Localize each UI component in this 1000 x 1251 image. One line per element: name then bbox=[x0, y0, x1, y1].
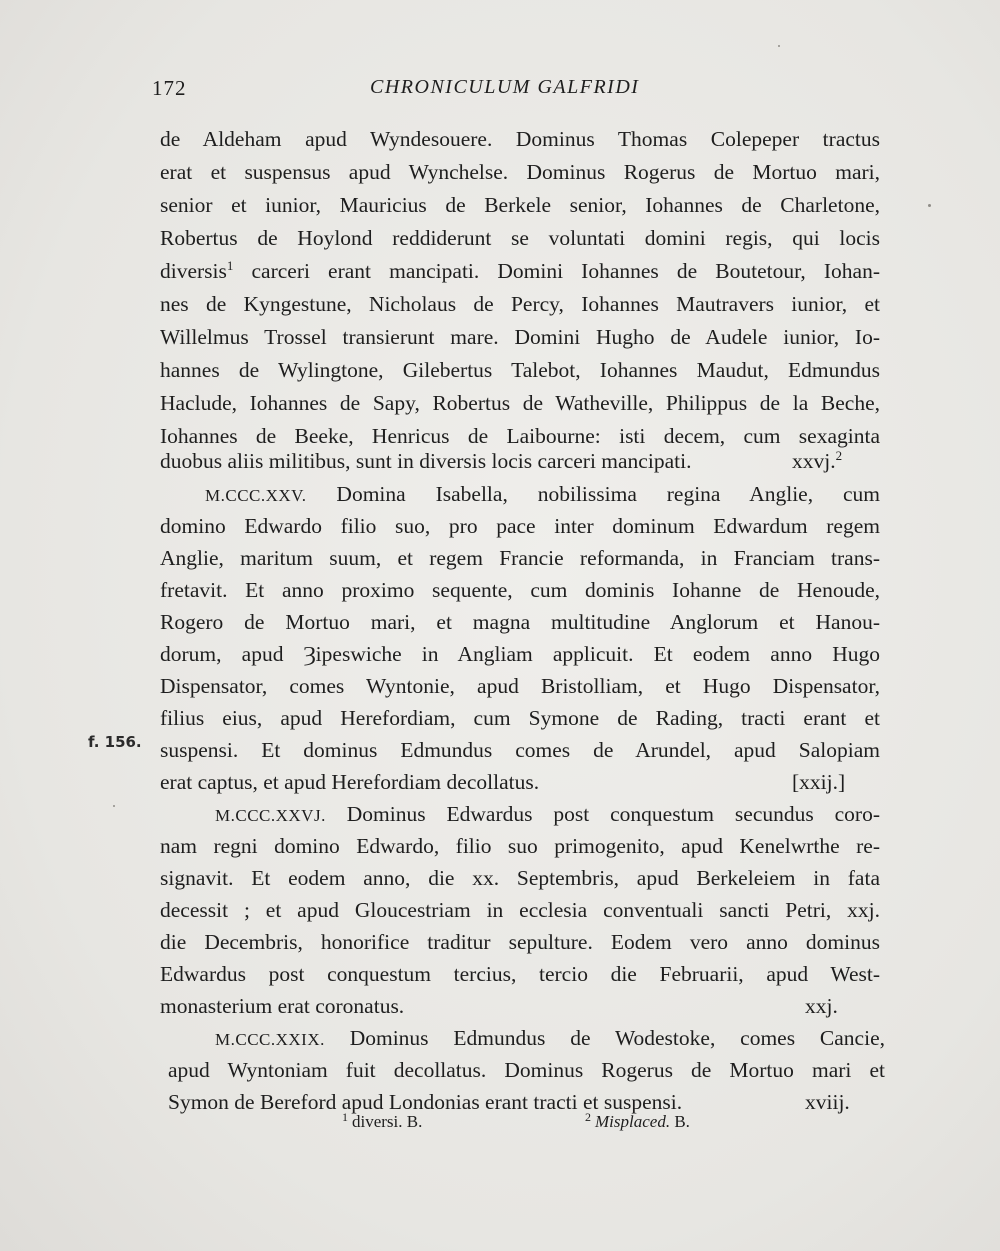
text-line: Dispensator, comes Wyntonie, apud Bristolliam, et Hugo Dispensator, bbox=[160, 674, 880, 698]
text-line bbox=[160, 991, 880, 1021]
text-line bbox=[160, 256, 880, 286]
text-line: Iohannes de Beeke, Henricus de Laibourne: isti decem, cum sexaginta bbox=[160, 424, 880, 448]
paper-speck bbox=[778, 45, 780, 47]
running-header bbox=[0, 72, 1000, 102]
footnote-mark: 1 bbox=[342, 1110, 348, 1124]
line-text: Domina Isabella, nobilissima regina Anglie, cum bbox=[306, 482, 880, 506]
text-line: Rogero de Mortuo mari, et magna multitudine Anglorum et Hanou- bbox=[160, 610, 880, 634]
folio-margin-note: f. 156. bbox=[88, 733, 142, 751]
text-line: filius eius, apud Herefordiam, cum Symone de Rading, tracti erant et bbox=[160, 706, 880, 730]
footnote-2 bbox=[585, 1110, 690, 1132]
text-line: Haclude, Iohannes de Sapy, Robertus de Watheville, Philippus de la Beche, bbox=[160, 391, 880, 415]
footnote-text: Misplaced. bbox=[595, 1112, 671, 1131]
regnal-year: xxvj.$^2$ bbox=[792, 448, 843, 473]
footnote-text: B. bbox=[670, 1112, 690, 1131]
text-line bbox=[160, 767, 880, 797]
text-line: suspensi. Et dominus Edmundus comes de Arundel, apud Salopiam bbox=[160, 738, 880, 762]
text-line bbox=[205, 479, 880, 509]
footnote-1 bbox=[342, 1110, 422, 1132]
text-line: hannes de Wylingtone, Gilebertus Talebot, Iohannes Maudut, Edmundus bbox=[160, 358, 880, 382]
page-number: 172 bbox=[152, 76, 187, 100]
regnal-year: [xxij.] bbox=[792, 770, 846, 794]
line-text: Symon de Bereford apud Londonias erant tracti et suspensi. bbox=[168, 1090, 683, 1114]
paper-speck bbox=[928, 204, 931, 207]
text-line: erat et suspensus apud Wynchelse. Dominus Rogerus de Mortuo mari, bbox=[160, 160, 880, 184]
line-text: Dominus Edmundus de Wodestoke, comes Cancie, bbox=[324, 1026, 885, 1050]
text-line: signavit. Et eodem anno, die xx. Septembris, apud Berkeleiem in fata bbox=[160, 866, 880, 890]
line-text: carceri erant mancipati. Domini Iohannes de Boutetour, Iohan- bbox=[233, 259, 880, 283]
text-line: nam regni domino Edwardo, filio suo primogenito, apud Kenelwrthe re- bbox=[160, 834, 880, 858]
text-line: Anglie, maritum suum, et regem Francie reformanda, in Franciam trans- bbox=[160, 546, 880, 570]
text-line bbox=[215, 799, 880, 829]
text-line: Willelmus Trossel transierunt mare. Domini Hugho de Audele iunior, Io- bbox=[160, 325, 880, 349]
text-line bbox=[160, 446, 880, 476]
footnote-ref: 2 bbox=[835, 448, 843, 463]
text-line: domino Edwardo filio suo, pro pace inter dominum Edwardum regem bbox=[160, 514, 880, 538]
text-line bbox=[215, 1023, 885, 1053]
running-title: CHRONICULUM GALFRIDI bbox=[370, 76, 640, 98]
regnal-year: xviij. bbox=[805, 1090, 850, 1114]
text-line: decessit ; et apud Gloucestriam in ecclesia conventuali sancti Petri, xxj. bbox=[160, 898, 880, 922]
text-line: de Aldeham apud Wyndesouere. Dominus Thomas Colepeper tractus bbox=[160, 127, 880, 151]
text-line: dorum, apud Ȝipeswiche in Angliam applicuit. Et eodem anno Hugo bbox=[160, 642, 880, 666]
line-text: monasterium erat coronatus. bbox=[160, 994, 405, 1018]
footnote-mark: 2 bbox=[585, 1110, 591, 1124]
line-text: erat captus, et apud Herefordiam decollatus. bbox=[160, 770, 540, 794]
year-heading: M.CCC.XXIX. bbox=[215, 1030, 325, 1049]
text-line: Robertus de Hoylond reddiderunt se voluntati domini regis, qui locis bbox=[160, 226, 880, 250]
text-line: Edwardus post conquestum tercius, tercio die Februarii, apud West- bbox=[160, 962, 880, 986]
year-heading: M.CCC.XXVJ. bbox=[215, 806, 326, 825]
line-text: Dominus Edwardus post conquestum secundus coro- bbox=[325, 802, 880, 826]
text-line: nes de Kyngestune, Nicholaus de Percy, Iohannes Mautravers iunior, et bbox=[160, 292, 880, 316]
text-line: fretavit. Et anno proximo sequente, cum dominis Iohanne de Henoude, bbox=[160, 578, 880, 602]
paper-speck bbox=[113, 805, 115, 807]
year-heading: M.CCC.XXV. bbox=[205, 486, 307, 505]
text-line: die Decembris, honorifice traditur sepulture. Eodem vero anno dominus bbox=[160, 930, 880, 954]
text-line: apud Wyntoniam fuit decollatus. Dominus Rogerus de Mortuo mari et bbox=[168, 1058, 885, 1082]
line-text: diversis bbox=[160, 259, 227, 283]
text-line: senior et iunior, Mauricius de Berkele senior, Iohannes de Charletone, bbox=[160, 193, 880, 217]
line-text: duobus aliis militibus, sunt in diversis locis carceri mancipati. bbox=[160, 449, 692, 473]
footnote-text: diversi. B. bbox=[352, 1112, 423, 1131]
footnote-ref: 1 bbox=[226, 258, 234, 273]
text-line bbox=[168, 1087, 885, 1117]
regnal-year: xxj. bbox=[805, 994, 838, 1018]
